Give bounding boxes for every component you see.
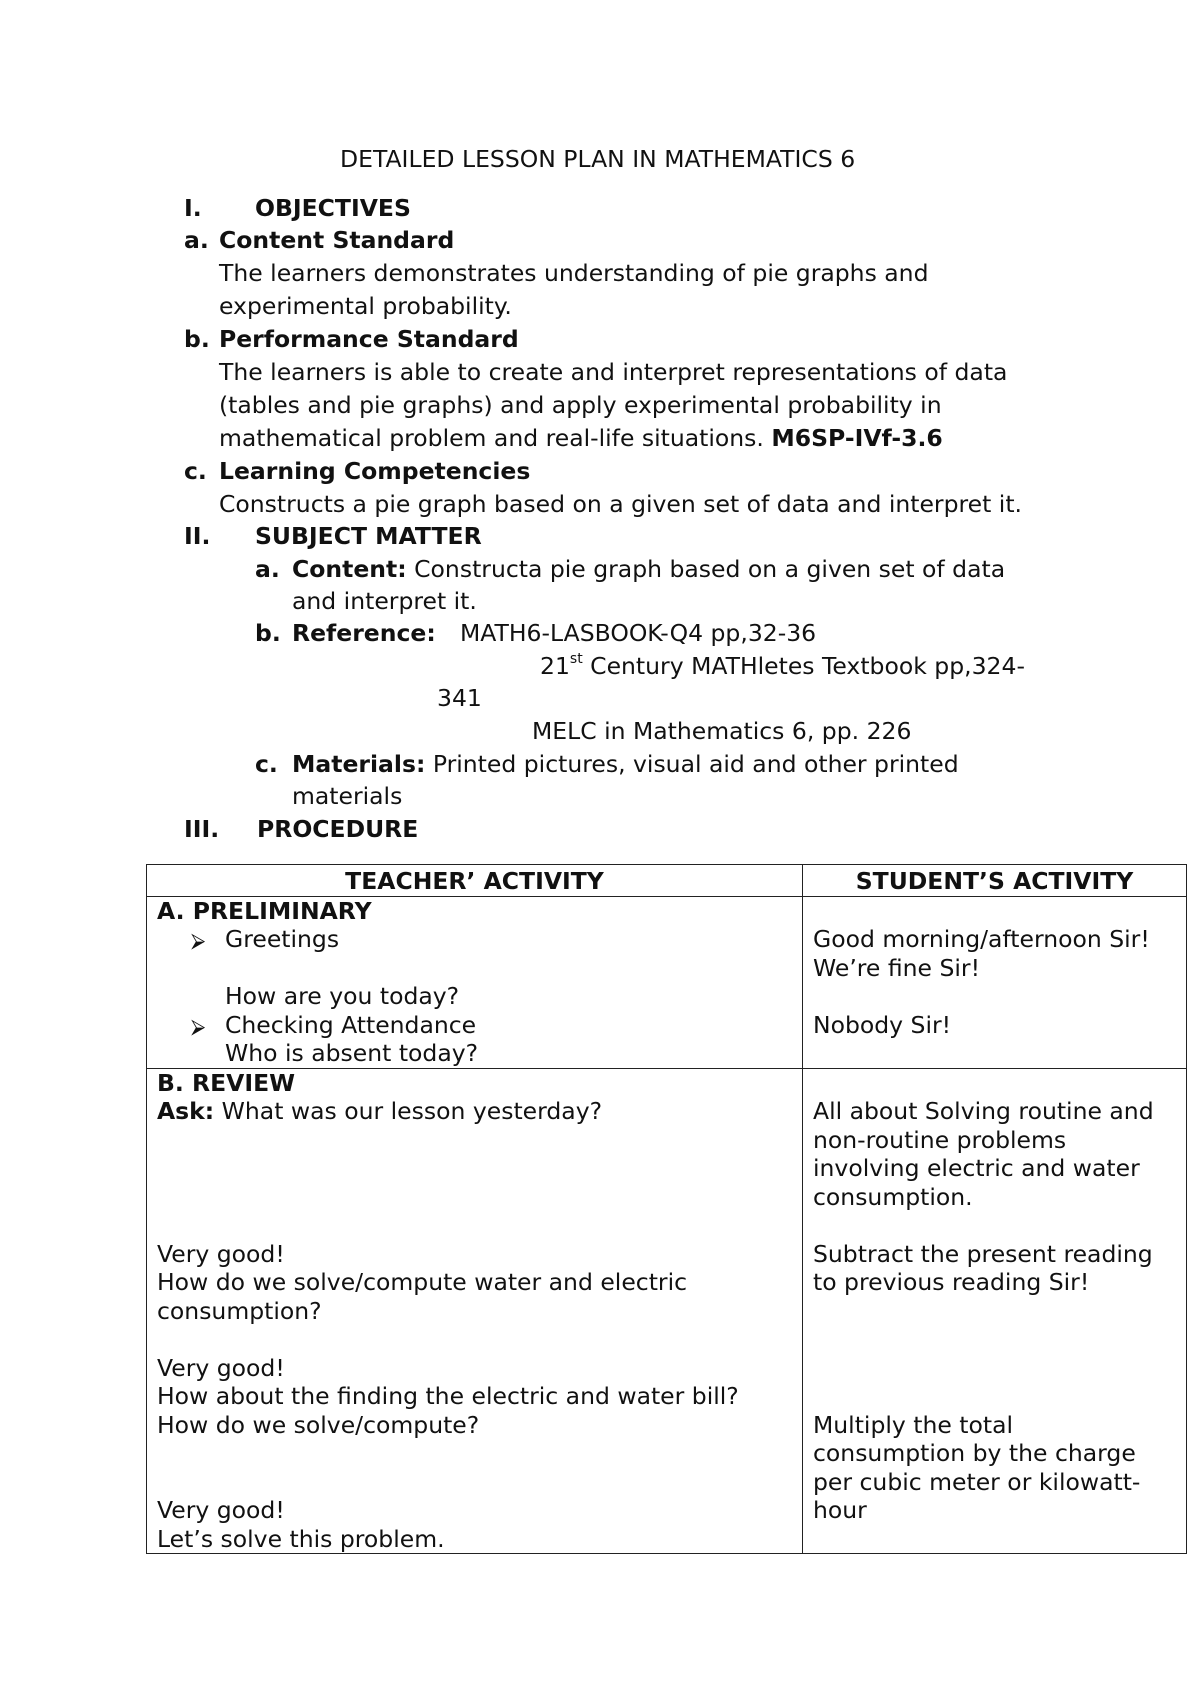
student-fine: We’re fine Sir!: [813, 953, 981, 982]
preliminary-student-cell: [803, 896, 1187, 1068]
learning-competencies-text: Constructs a pie graph based on a given set of data and interpret it.: [219, 490, 1023, 518]
learning-competencies-heading: Learning Competencies: [219, 457, 531, 485]
section-heading-subject-matter: SUBJECT MATTER: [255, 522, 482, 550]
teacher-q2-line-1: How do we solve/compute water and electric: [157, 1268, 688, 1296]
materials-line-2: materials: [292, 782, 403, 810]
student-nobody: Nobody Sir!: [813, 1010, 952, 1039]
checking-attendance-text: Checking Attendance: [225, 1010, 477, 1039]
competency-code: M6SP-IVf-3.6: [771, 424, 943, 452]
reference-2-sup: st: [569, 651, 583, 668]
performance-standard-text-3: [219, 423, 943, 453]
student-answer-3-line-1: Multiply the total: [813, 1410, 1014, 1439]
teacher-q3-line-2: How do we solve/compute?: [157, 1410, 480, 1439]
teacher-very-good-2: Very good!: [157, 1353, 285, 1382]
student-answer-2-line-1: Subtract the present reading: [813, 1239, 1153, 1268]
checking-attendance-item: [157, 1011, 792, 1040]
performance-standard-text-3-body: mathematical problem and real-life situations.: [219, 424, 764, 452]
greetings-text: Greetings: [225, 925, 340, 953]
section-numeral-subject-matter: II.: [184, 522, 211, 550]
how-are-you-item: [157, 982, 792, 1011]
performance-standard-heading: Performance Standard: [219, 325, 519, 353]
section-heading-objectives: OBJECTIVES: [255, 194, 411, 222]
student-answer-1-line-3: involving electric and water: [813, 1154, 1140, 1182]
ask-label: Ask:: [157, 1097, 215, 1125]
table-row-review: [147, 1068, 1187, 1554]
who-absent-text: Who is absent today?: [225, 1039, 479, 1067]
content-standard-text-2: experimental probability.: [219, 292, 512, 320]
review-student-cell: [803, 1068, 1187, 1554]
teacher-very-good-1: Very good!: [157, 1239, 285, 1268]
performance-standard-letter: b.: [184, 325, 210, 353]
student-good-morning: Good morning/afternoon Sir!: [813, 925, 1150, 953]
ask-text: What was our lesson yesterday?: [214, 1097, 603, 1125]
content-standard-text-1: The learners demonstrates understanding of pie graphs and: [219, 259, 929, 287]
preliminary-teacher-cell: [147, 896, 803, 1068]
table-header-row: [147, 865, 1187, 897]
student-answer-3-line-3: per cubic meter or kilowatt-: [813, 1467, 1141, 1496]
table-row-preliminary: [147, 896, 1187, 1068]
reference-2-rest: Century MATHletes Textbook pp,324-: [582, 652, 1025, 680]
teacher-q3-line-1: How about the finding the electric and water bill?: [157, 1382, 739, 1410]
performance-standard-text-2: (tables and pie graphs) and apply experimental probability in: [219, 391, 942, 419]
reference-2-num: 21: [540, 652, 570, 680]
teacher-very-good-3: Very good!: [157, 1496, 285, 1524]
arrow-bullet-icon: ⮚: [191, 928, 206, 952]
reference-2: [540, 651, 1025, 681]
preliminary-heading: A. PRELIMINARY: [157, 896, 372, 925]
learning-competencies-letter: c.: [184, 457, 207, 485]
procedure-table: [146, 864, 1187, 1554]
materials-letter: c.: [255, 750, 278, 778]
materials-line-1: [292, 749, 959, 779]
student-answer-1-line-4: consumption.: [813, 1182, 973, 1211]
materials-text: Printed pictures, visual aid and other printed: [432, 750, 959, 778]
performance-standard-text-1: The learners is able to create and interpret representations of data: [219, 358, 1008, 386]
subject-content-line-1: [292, 554, 1005, 584]
subject-content-line-2: and interpret it.: [292, 587, 477, 615]
section-numeral-objectives: I.: [184, 194, 202, 222]
review-ask: [157, 1097, 792, 1126]
teacher-q2-line-2: consumption?: [157, 1296, 322, 1325]
materials-label: Materials:: [292, 750, 426, 778]
reference-1: MATH6-LASBOOK-Q4 pp,32-36: [460, 619, 817, 647]
section-numeral-procedure: III.: [184, 815, 220, 843]
review-heading: B. REVIEW: [157, 1068, 296, 1097]
arrow-bullet-icon: ⮚: [191, 1013, 206, 1038]
page-title: DETAILED LESSON PLAN IN MATHEMATICS 6: [340, 145, 856, 173]
subject-content-letter: a.: [255, 555, 280, 583]
subject-content-text: Constructa pie graph based on a given set of data: [414, 555, 1006, 583]
how-are-you-text: How are you today?: [225, 982, 460, 1010]
student-answer-3-line-4: hour: [813, 1496, 867, 1524]
student-answer-3-line-2: consumption by the charge: [813, 1439, 1136, 1467]
reference-3: MELC in Mathematics 6, pp. 226: [532, 717, 912, 745]
reference-2-continued: 341: [437, 684, 482, 712]
student-answer-1-line-1: All about Solving routine and: [813, 1097, 1154, 1125]
teacher-lets-solve: Let’s solve this problem.: [157, 1524, 445, 1553]
reference-label: Reference:: [292, 619, 436, 647]
section-heading-procedure: PROCEDURE: [257, 815, 419, 843]
who-absent-item: [157, 1039, 792, 1068]
content-standard-heading: Content Standard: [219, 226, 455, 254]
content-standard-letter: a.: [184, 226, 209, 254]
reference-letter: b.: [255, 619, 281, 647]
greetings-item: [157, 925, 792, 954]
student-answer-1-line-2: non-routine problems: [813, 1125, 1067, 1154]
review-teacher-cell: [147, 1068, 803, 1554]
subject-content-label: Content:: [292, 555, 407, 583]
col-header-student: STUDENT’S ACTIVITY: [803, 865, 1187, 897]
student-answer-2-line-2: to previous reading Sir!: [813, 1268, 1090, 1296]
col-header-teacher: TEACHER’ ACTIVITY: [147, 865, 803, 897]
